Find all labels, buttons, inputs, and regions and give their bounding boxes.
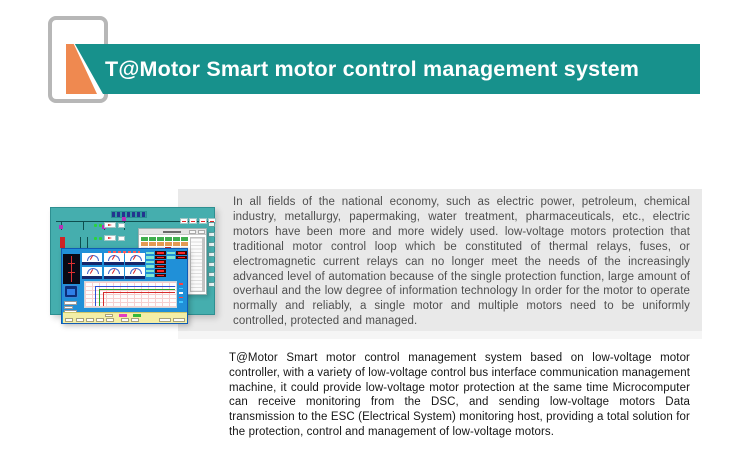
gauge-grid [82, 253, 145, 279]
indicator-light-icon [99, 224, 102, 227]
status-chip [118, 236, 125, 241]
motor-feeder-row [94, 235, 125, 241]
circuit-diagram-panel [63, 254, 80, 284]
chart-axis-labels [179, 283, 183, 306]
value-display [155, 274, 166, 278]
indicator-light-icon [99, 237, 102, 240]
feeder-drop-line [83, 222, 84, 230]
gauge-meter-icon [104, 253, 124, 265]
scada-window-title [111, 211, 147, 218]
toolbar-button [106, 318, 114, 322]
title-banner [66, 44, 700, 94]
status-chip [118, 223, 125, 228]
side-button [208, 272, 215, 277]
input-field [64, 301, 77, 305]
side-button [208, 252, 215, 257]
indicator-light-icon [94, 224, 97, 227]
trend-chart [84, 281, 177, 308]
side-button [208, 222, 215, 227]
trend-line-red [103, 292, 175, 306]
toolbar-button [131, 318, 139, 322]
transformer-icon [60, 237, 65, 248]
legend-chip-green [133, 314, 141, 317]
gauge-meter-icon [82, 267, 102, 279]
motor-feeder-row [94, 222, 125, 228]
toolbar-button [159, 318, 171, 322]
side-button [208, 282, 215, 287]
table-group-header [141, 237, 188, 241]
measurement-readouts [146, 251, 166, 278]
legend-chip-white [105, 314, 113, 317]
indicator-light-icon [94, 237, 97, 240]
gauge-meter-icon [82, 253, 102, 265]
gauge-meter-icon [125, 267, 145, 279]
table-column-headers [141, 242, 188, 246]
toolbar-button [86, 318, 94, 322]
breaker-icon [122, 217, 126, 221]
toolbar-button [96, 318, 104, 322]
page-title: T@Motor Smart motor control management system [105, 57, 640, 81]
side-button [208, 232, 215, 237]
body-paragraph: T@Motor Smart motor control management system based on low-voltage motor controller, with a variety of low-voltage control bus interface communication management machine, it could provide low-voltage motor protection at the same time Microcomputer can receive monitoring from the DSC, and sending low-voltage motors Data transmission to the ESC (Electrical System) monitoring host, providing a total solution for the protection, control and management of low-voltage motors. [229, 352, 690, 438]
window-button [189, 230, 196, 234]
table-window-title [163, 231, 181, 233]
window-button [198, 230, 205, 234]
measurement-readouts [167, 251, 187, 260]
intro-paragraph: In all fields of the national economy, such as electric power, petroleum, chemical industry, metallurgy, papermaking, water treatment, pharmaceuticals, etc., electric motors have been more and more widely used. low-voltage motors protection that traditional motor control loop which be constituted of thermal relays, fuses, or electromagnetic current relays can no longer meet the needs of the increasingly advanced level of automation because of the single protection function, large amount of overhaul and the low degree of information technology In order for the motor to operate normally and reliably, a single motor and multiple motors need to be uniformly controlled, protected and managed. [233, 196, 690, 328]
intro-panel-shadow [178, 331, 702, 339]
side-button [208, 262, 215, 267]
breaker-icon [59, 225, 63, 229]
value-display [155, 256, 166, 260]
toolbar-button [173, 318, 185, 322]
toolbar-button [65, 318, 73, 322]
value-display [155, 260, 166, 264]
device-icon [64, 285, 78, 298]
bottom-toolbar [63, 312, 187, 323]
event-list [190, 237, 205, 292]
value-display [176, 256, 187, 260]
value-display [176, 251, 187, 255]
value-display [155, 269, 166, 273]
input-field [64, 306, 73, 310]
banner-accent-triangle [66, 44, 97, 94]
software-screenshot [48, 205, 222, 327]
toolbar-button [121, 318, 129, 322]
flow-arrow-icon [104, 222, 116, 228]
legend-chip-magenta [119, 314, 127, 317]
device-chip-pair [180, 218, 197, 224]
flow-arrow-icon [104, 235, 116, 241]
gauge-meter-icon [125, 253, 145, 265]
value-display [155, 265, 166, 269]
toolbar-button [76, 318, 84, 322]
side-button [208, 242, 215, 247]
gauge-meter-icon [104, 267, 124, 279]
value-display [155, 251, 166, 255]
motor-monitor-window [61, 248, 188, 324]
